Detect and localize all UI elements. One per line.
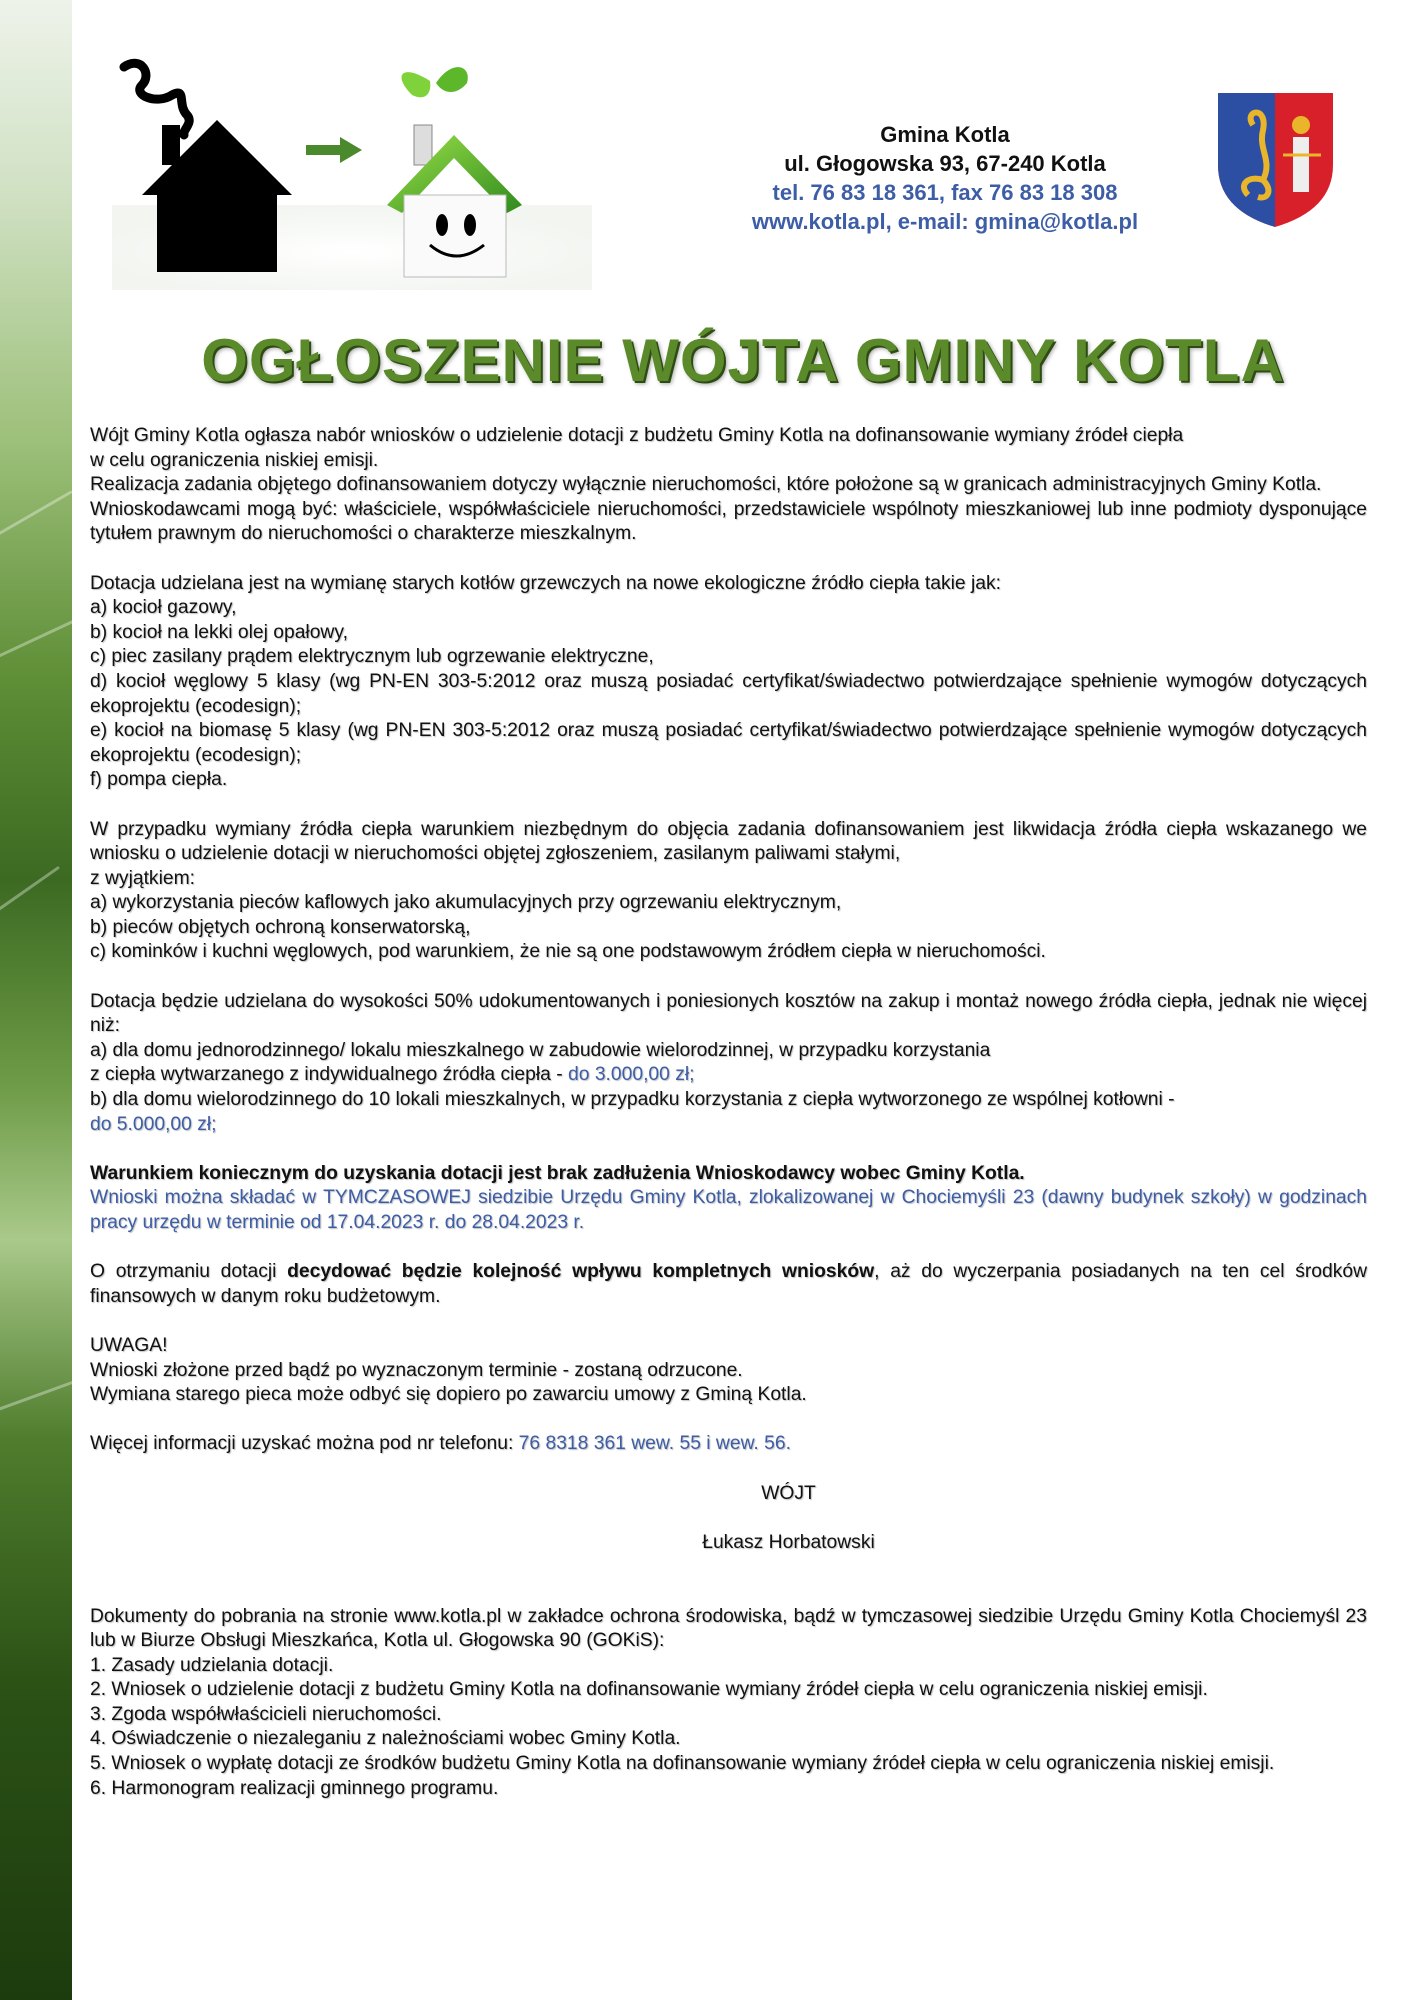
- order-paragraph: [90, 1260, 1367, 1309]
- list-item: 6. Harmonogram realizacji gminnego programu.: [90, 1777, 499, 1799]
- intro-scope: Realizacja zadania objętego dofinansowaniem dotyczy wyłącznie nieruchomości, które położone są w granicach administracyjnych Gminy Kotla.: [90, 474, 1322, 496]
- amount-b-value: do 5.000,00 zł;: [90, 1113, 217, 1135]
- list-item: c) piec zasilany prądem elektrycznym lub ogrzewanie elektryczne,: [90, 646, 654, 668]
- list-item: a) wykorzystania pieców kaflowych jako akumulacyjnych przy ogrzewaniu elektrycznym,: [90, 892, 842, 914]
- list-item: 5. Wniosek o wypłatę dotacji ze środków budżetu Gminy Kotla na dofinansowanie wymiany źródeł ciepła w celu ograniczenia niskiej emisji.: [90, 1753, 1275, 1775]
- eco-house-icon: [387, 67, 522, 277]
- org-phone: tel. 76 83 18 361, fax 76 83 18 308: [772, 180, 1118, 205]
- requirement-submission: Wnioski można składać w TYMCZASOWEJ siedzibie Urzędu Gminy Kotla, zlokalizowanej w Chociemyśli 23 (dawny budynek szkoły) w godzinach pracy urzędu w terminie od 17.04.2023 r. do 28.04.2023 r.: [90, 1187, 1367, 1233]
- list-item: b) pieców objętych ochroną konserwatorską,: [90, 916, 471, 938]
- notice-line-1: Wnioski złożone przed bądź po wyznaczonym terminie - zostaną odrzucone.: [90, 1359, 743, 1381]
- org-name: Gmina Kotla: [880, 122, 1010, 147]
- org-address: ul. Głogowska 93, 67-240 Kotla: [784, 151, 1106, 176]
- list-item: 2. Wniosek o udzielenie dotacji z budżetu Gminy Kotla na dofinansowanie wymiany źródeł ciepła w celu ograniczenia niskiej emisji.: [90, 1679, 1208, 1701]
- list-item: c) kominków i kuchni węglowych, pod warunkiem, że nie są one podstawowym źródłem ciepła w nieruchomości.: [90, 941, 1046, 963]
- coat-of-arms-icon: [1213, 85, 1338, 230]
- arrow-right-icon: [306, 137, 362, 163]
- leaf-background-strip: [0, 0, 72, 2000]
- amount-lead: Dotacja będzie udzielana do wysokości 50% udokumentowanych i poniesionych kosztów na zakup i montaż nowego źródła ciepła, jednak nie więcej niż:: [90, 990, 1367, 1037]
- signature-name: Łukasz Horbatowski: [702, 1531, 875, 1553]
- condition-lead: W przypadku wymiany źródła ciepła warunkiem niezbędnym do objęcia zadania dofinansowaniem jest likwidacja źródła ciepła wskazanego we wniosku o udzielenie dotacji w nieruchomości objętej zgłoszeniem, zasilanym paliwami stałymi,: [90, 818, 1367, 865]
- intro-applicants: Wnioskodawcami mogą być: właściciele, współwłaściciele nieruchomości, przedstawiciele wspólnoty mieszkaniowej lub inne podmioty dysponujące tytułem prawnym do nieruchomości o charakterze mieszkalnym.: [90, 498, 1367, 545]
- info-line: [90, 1432, 1367, 1457]
- documents-lead: Dokumenty do pobrania na stronie www.kotla.pl w zakładce ochrona środowiska, bądź w tymczasowej siedzibie Urzędu Gminy Kotla Chociemyśl 23 lub w Biurze Obsługi Mieszkańca, Kotla ul. Głogowska 90 (GOKiS):: [90, 1605, 1367, 1652]
- intro-line-1: Wójt Gminy Kotla ogłasza nabór wniosków o udzielenie dotacji z budżetu Gminy Kotla na dofinansowanie wymiany źródeł ciepła: [90, 425, 1184, 446]
- amount-b-line-1: b) dla domu wielorodzinnego do 10 lokali mieszkalnych, w przypadku korzystania z ciepła wytworzonego ze wspólnej kotłowni -: [90, 1089, 1175, 1111]
- intro-line-2: w celu ograniczenia niskiej emisji.: [90, 449, 379, 471]
- amount-a-line-2: [90, 1063, 1367, 1088]
- municipality-header: [700, 120, 1190, 236]
- amount-a-value: do 3.000,00 zł;: [568, 1064, 695, 1086]
- list-item: 1. Zasady udzielania dotacji.: [90, 1654, 334, 1676]
- list-item: 4. Oświadczenie o niezaleganiu z należnościami wobec Gminy Kotla.: [90, 1728, 681, 1750]
- order-pre: O otrzymaniu dotacji: [90, 1261, 288, 1283]
- order-bold: decydować będzie kolejność wpływu kompletnych wniosków: [287, 1261, 875, 1283]
- list-item: d) kocioł węglowy 5 klasy (wg PN-EN 303-5:2012 oraz muszą posiadać certyfikat/świadectwo potwierdzające spełnienie wymogów dotyczących ekoprojektu (ecodesign);: [90, 670, 1367, 717]
- signature-role: WÓJT: [761, 1482, 816, 1504]
- list-item: f) pompa ciepła.: [90, 769, 228, 791]
- amount-a-line-1: a) dla domu jednorodzinnego/ lokalu mieszkalnego w zabudowie wielorodzinnej, w przypadku korzystania: [90, 1039, 991, 1061]
- notice-line-2: Wymiana starego pieca może odbyć się dopiero po zawarciu umowy z Gminą Kotla.: [90, 1384, 807, 1406]
- order-post: , aż do wyczerpania posiadanych na ten cel środków finansowych w danym roku budżetowym.: [90, 1261, 1367, 1307]
- list-item: b) kocioł na lekki olej opałowy,: [90, 621, 348, 643]
- page-title: OGŁOSZENIE WÓJTA GMINY KOTLA: [201, 327, 1285, 394]
- requirement-bold: Warunkiem koniecznym do uzyskania dotacji jest brak zadłużenia Wnioskodawcy wobec Gminy Kotla.: [90, 1162, 1025, 1184]
- smoke-icon: [124, 63, 189, 135]
- info-pre: Więcej informacji uzyskać można pod nr telefonu:: [90, 1433, 519, 1455]
- info-phone: 76 8318 361 wew. 55 i wew. 56.: [518, 1433, 791, 1455]
- list-item: 3. Zgoda współwłaścicieli nieruchomości.: [90, 1703, 442, 1725]
- announcement-body: [90, 424, 1367, 1801]
- notice-head: UWAGA!: [90, 1334, 168, 1356]
- old-house-icon: [142, 120, 292, 272]
- org-web: www.kotla.pl, e-mail: gmina@kotla.pl: [751, 209, 1139, 234]
- condition-except: z wyjątkiem:: [90, 867, 195, 889]
- house-exchange-illustration: [112, 55, 592, 290]
- amount-a-text: z ciepła wytwarzanego z indywidualnego źródła ciepła -: [90, 1064, 569, 1086]
- list-item: e) kocioł na biomasę 5 klasy (wg PN-EN 303-5:2012 oraz muszą posiadać certyfikat/świadectwo potwierdzające spełnienie wymogów dotyczących ekoprojektu (ecodesign);: [90, 720, 1367, 766]
- list-item: a) kocioł gazowy,: [90, 597, 237, 619]
- sources-lead: Dotacja udzielana jest na wymianę starych kotłów grzewczych na nowe ekologiczne źródło ciepła takie jak:: [90, 572, 1001, 594]
